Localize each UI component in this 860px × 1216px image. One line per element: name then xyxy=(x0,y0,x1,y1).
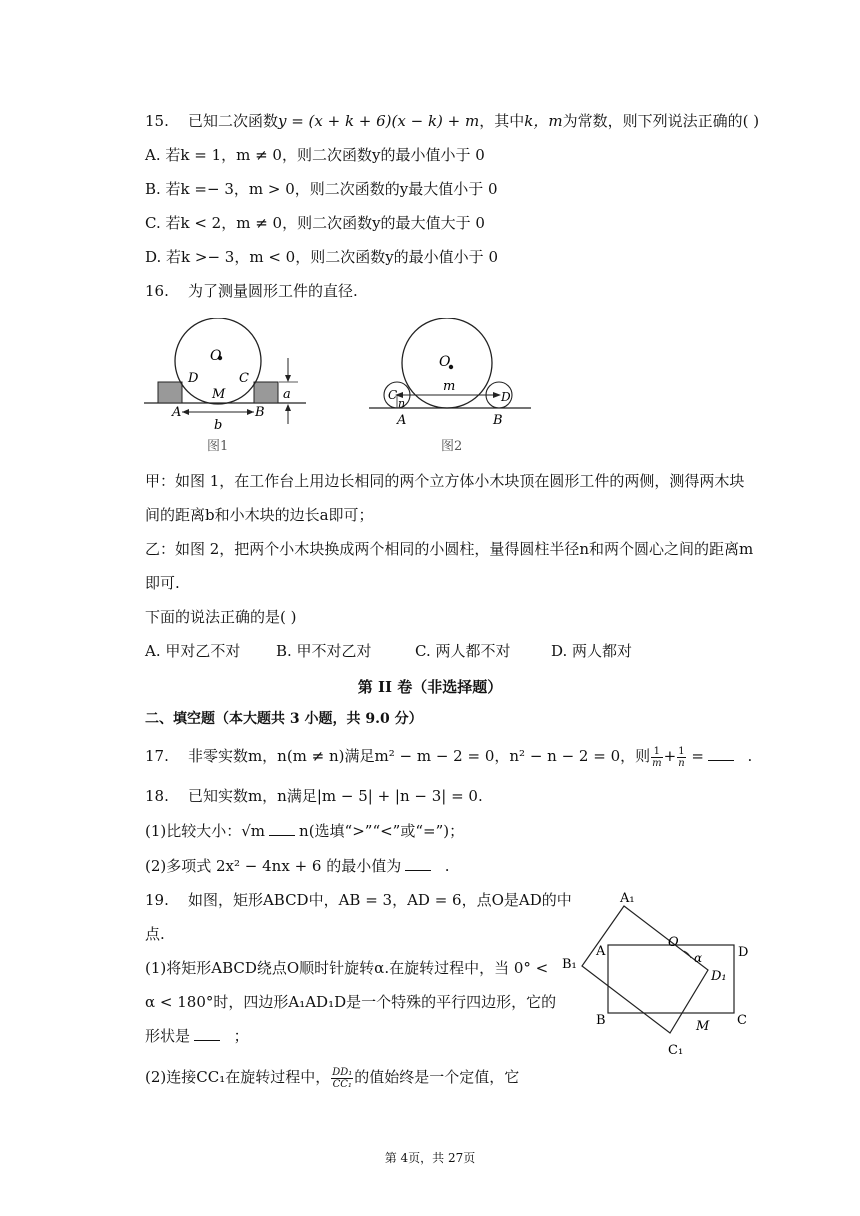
q19-label-d1: D₁ xyxy=(711,969,727,984)
q18-part1-b: n(选填“>”“<”或“=”)； xyxy=(299,822,465,840)
q18-stem xyxy=(145,785,483,807)
q19-line3: (1)将矩形ABCD绕点O顺时针旋转α.在旋转过程中，当 0° < xyxy=(145,959,549,977)
q19-line6-b: 的值始终是一个定值，它 xyxy=(354,1068,520,1086)
q17-frac2-num: 1 xyxy=(678,745,685,757)
fig1-label-m: M xyxy=(212,387,226,402)
q17-fraction-2 xyxy=(677,746,685,769)
q15-stem-a: 已知二次函数 xyxy=(187,112,278,130)
figure-1 xyxy=(140,318,310,458)
q15-vars: k，m xyxy=(524,112,563,130)
q19-line4: α < 180°时，四边形A₁AD₁D是一个特殊的平行四边形，它的 xyxy=(145,993,557,1011)
q18-part2 xyxy=(145,855,450,877)
fig2-label-d: D xyxy=(501,390,511,404)
q19-label-c: C xyxy=(737,1013,747,1028)
q15-number: 15. xyxy=(145,112,169,130)
q15-option-d: D. 若k >− 3，m < 0，则二次函数y的最小值小于 0 xyxy=(145,248,498,266)
section-title: 第 II 卷（非选择题） xyxy=(357,678,503,696)
q15-option-b: B. 若k =− 3，m > 0，则二次函数的y最大值小于 0 xyxy=(145,180,498,198)
q16-ask: 下面的说法正确的是( ) xyxy=(145,608,297,626)
q18-part2-blank[interactable] xyxy=(405,856,431,871)
q17-frac1-den: m xyxy=(652,757,662,769)
q18-part2-a: (2)多项式 2x² − 4nx + 6 的最小值为 xyxy=(145,857,402,875)
fig2-label-a: A xyxy=(397,413,407,428)
q19-part1-blank[interactable] xyxy=(194,1026,220,1041)
q19-line1-text: 如图，矩形ABCD中，AB = 3，AD = 6，点O是AD的中 xyxy=(187,891,572,909)
q18-part1-blank[interactable] xyxy=(269,821,295,836)
q16-jia-line2: 间的距离b和小木块的边长a即可； xyxy=(145,506,374,524)
q18-part2-b: . xyxy=(444,857,450,875)
q19-line5 xyxy=(145,1025,249,1047)
q19-label-o: O xyxy=(668,935,679,950)
q19-line6 xyxy=(145,1066,519,1090)
fig2-label-o: O xyxy=(439,354,451,370)
fig2-label-c: C xyxy=(388,388,398,402)
q15-stem-c: 为常数，则下列说法正确的( ) xyxy=(562,112,760,130)
q16-stem xyxy=(145,280,358,302)
q17-plus: + xyxy=(663,747,677,765)
fig1-label-a-point: A xyxy=(172,405,182,420)
q17-frac1-num: 1 xyxy=(651,746,662,758)
q17-number: 17. xyxy=(145,747,169,765)
q17-period: . xyxy=(747,747,753,765)
fig2-caption: 图2 xyxy=(441,439,463,454)
q19-line5-b: ； xyxy=(233,1027,249,1045)
q19-line5-a: 形状是 xyxy=(145,1027,191,1045)
fig1-label-c: C xyxy=(239,371,249,386)
q18-part1 xyxy=(145,820,464,842)
q19-label-a1: A₁ xyxy=(620,891,635,906)
q16-number: 16. xyxy=(145,282,169,300)
q19-label-d: D xyxy=(738,945,749,960)
q19-figure xyxy=(558,888,768,1070)
q19-label-a: A xyxy=(596,944,606,959)
q17-frac2-den: n xyxy=(678,757,685,769)
q19-line1 xyxy=(145,889,572,911)
q16-option-b: B. 甲不对乙对 xyxy=(276,642,372,660)
section-subtitle: 二、填空题（本大题共 3 小题，共 9.0 分） xyxy=(145,711,423,727)
q18-number: 18. xyxy=(145,787,169,805)
q16-stem-text: 为了测量圆形工件的直径. xyxy=(187,282,358,300)
q19-line6-a: (2)连接CC₁在旋转过程中， xyxy=(145,1068,331,1086)
q19-label-c1: C₁ xyxy=(668,1043,684,1058)
fig1-label-d: D xyxy=(188,371,199,386)
q16-option-d: D. 两人都对 xyxy=(551,642,633,660)
q16-jia-line1: 甲：如图 1，在工作台上用边长相同的两个立方体小木块顶在圆形工件的两侧，测得两木块 xyxy=(145,472,745,490)
q17-fraction-1 xyxy=(651,746,662,769)
q19-label-b1: B₁ xyxy=(562,957,577,972)
q19-label-m: M xyxy=(696,1019,710,1034)
q19-line2: 点. xyxy=(145,925,165,943)
fig2-label-m: m xyxy=(443,379,456,394)
q19-fraction xyxy=(331,1067,353,1090)
q17-text-a: 非零实数m，n(m ≠ n)满足m² − m − 2 = 0，n² − n − 2 = 0，则 xyxy=(187,747,651,765)
q19-frac-num: DD₁ xyxy=(332,1066,353,1078)
q15-formula: y = (x + k + 6)(x − k) + m xyxy=(277,112,480,130)
q17-equals: = xyxy=(691,747,704,765)
q17 xyxy=(145,745,752,769)
q15-option-c: C. 若k < 2，m ≠ 0，则二次函数y的最大值大于 0 xyxy=(145,214,485,232)
fig1-caption: 图1 xyxy=(207,439,229,454)
q16-yi-line2: 即可. xyxy=(145,574,180,592)
q19-number: 19. xyxy=(145,891,169,909)
q16-option-c: C. 两人都不对 xyxy=(415,642,511,660)
fig2-label-n: n xyxy=(398,397,406,410)
q15-stem-b: ，其中 xyxy=(479,112,525,130)
fig1-label-o: O xyxy=(210,348,222,364)
q15-stem xyxy=(145,110,759,132)
fig2-label-b: B xyxy=(493,413,503,428)
q19-label-alpha: α xyxy=(694,951,703,965)
q18-text: 已知实数m，n满足|m − 5| + |n − 3| = 0. xyxy=(187,787,483,805)
fig1-label-a-length: a xyxy=(283,387,291,402)
q16-option-a: A. 甲对乙不对 xyxy=(145,642,241,660)
q19-frac-den: CC₁ xyxy=(332,1078,352,1090)
q17-answer-blank[interactable] xyxy=(708,746,734,761)
q19-label-b: B xyxy=(596,1013,606,1028)
q16-yi-line1: 乙：如图 2，把两个小木块换成两个相同的小圆柱，量得圆柱半径n和两个圆心之间的距离m xyxy=(145,540,754,558)
fig1-label-b-length: b xyxy=(214,418,223,433)
page-footer: 第 4页，共 27页 xyxy=(384,1151,476,1165)
q15-option-a: A. 若k = 1，m ≠ 0，则二次函数y的最小值小于 0 xyxy=(145,146,485,164)
fig1-label-b-point: B xyxy=(255,405,265,420)
q18-part1-a: (1)比较大小：√m xyxy=(145,822,266,840)
figure-2 xyxy=(365,318,535,458)
